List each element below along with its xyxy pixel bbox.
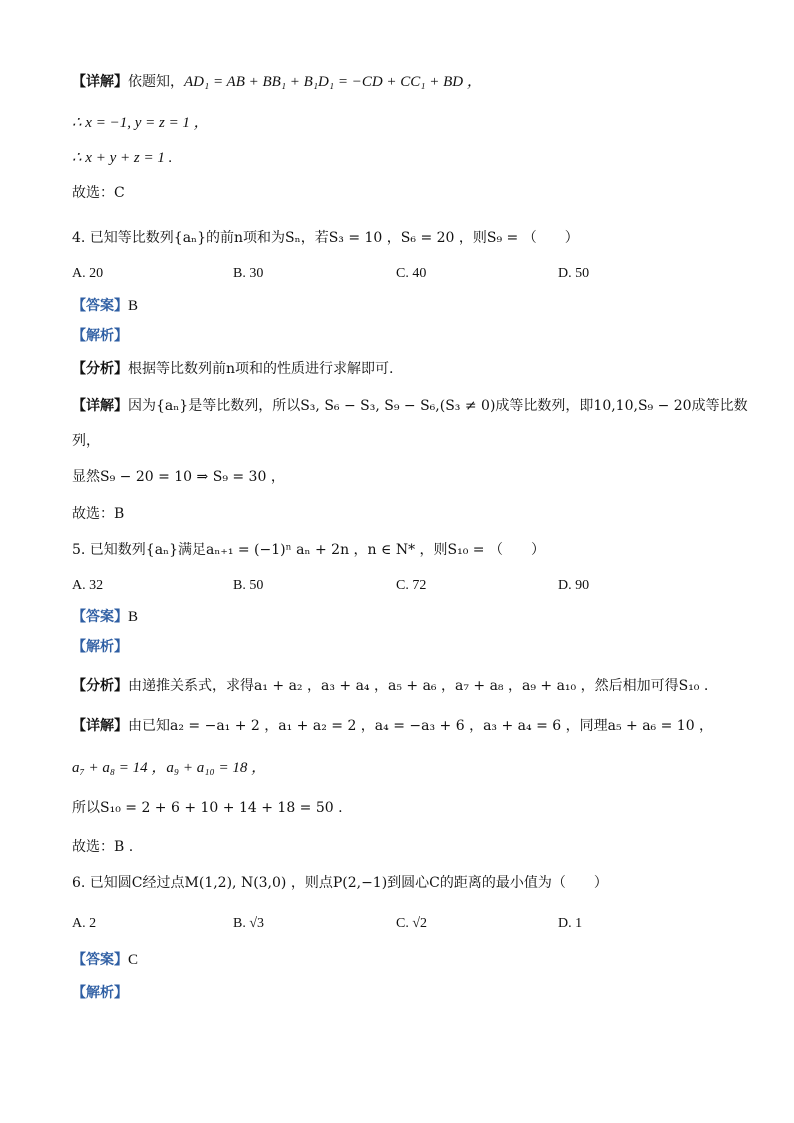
- q4-option-c: C. 40: [396, 266, 427, 281]
- q5-choice: 故选：B .: [72, 839, 134, 855]
- q3-line-3: ∴ x + y + z = 1 .: [72, 150, 173, 166]
- q5-answer-value: B: [128, 609, 139, 625]
- q6-option-d: D. 1: [558, 916, 583, 931]
- q6-option-c: C. √2: [396, 916, 428, 931]
- q4-option-b: B. 30: [233, 266, 264, 281]
- q4-analysis-label: 【解析】: [72, 328, 128, 344]
- q6-answer-label: 【答案】: [72, 952, 128, 968]
- q6-option-a: A. 2: [72, 916, 97, 931]
- q6-analysis-label: 【解析】: [72, 985, 128, 1001]
- q3-detail-line: [72, 72, 734, 92]
- q5-detail-3: 所以S₁₀ = 2 + 6 + 10 + 14 + 18 = 50 .: [72, 800, 343, 816]
- q3-detail-label: 【详解】: [72, 74, 128, 90]
- q5-stem: 5. 已知数列{aₙ}满足aₙ₊₁ = (−1)ⁿ aₙ + 2n ，n ∈ N* ，则S₁₀ = （ ）: [72, 542, 545, 558]
- q5-fenxi-text: 由递推关系式，求得a₁ + a₂ ，a₃ + a₄ ，a₅ + a₆ ，a₇ + a₈ ，a₉ + a₁₀ ，然后相加可得S₁₀ .: [128, 678, 709, 694]
- q5-option-c: C. 72: [396, 578, 427, 593]
- q6-answer: [72, 950, 734, 970]
- q3-detail-lead: 依题知，: [128, 74, 184, 90]
- q5-option-d: D. 90: [558, 578, 590, 593]
- q5-option-a: A. 32: [72, 578, 104, 593]
- q6-stem: 6. 已知圆C经过点M(1,2), N(3,0) ，则点P(2,−1)到圆心C的距离的最小值为（ ）: [72, 875, 608, 891]
- q5-option-b: B. 50: [233, 578, 264, 593]
- q4-option-d: D. 50: [558, 266, 590, 281]
- q4-stem: 4. 已知等比数列{aₙ}的前n项和为Sₙ，若S₃ = 10 ，S₆ = 20 ，则S₉ = （ ）: [72, 230, 579, 246]
- q5-fenxi: [72, 676, 734, 696]
- q5-answer-label: 【答案】: [72, 609, 128, 625]
- q4-fenxi-text: 根据等比数列前n项和的性质进行求解即可.: [128, 361, 394, 377]
- q4-detail-3: 显然S₉ − 20 = 10 ⇒ S₉ = 30 ，: [72, 469, 285, 485]
- q4-detail-1: [72, 396, 748, 416]
- q4-detail-2: 列，: [72, 433, 100, 449]
- q5-analysis-label: 【解析】: [72, 639, 128, 655]
- q5-detail-label: 【详解】: [72, 718, 128, 734]
- q6-answer-value: C: [128, 952, 139, 968]
- q4-detail-label: 【详解】: [72, 398, 128, 414]
- q4-detail-text-1: 因为{aₙ}是等比数列，所以S₃, S₆ − S₃, S₉ − S₆,(S₃ ≠ 0)成等比数列，即10,10,S₉ − 20成等比数: [128, 398, 748, 414]
- q4-answer-value: B: [128, 298, 139, 314]
- q4-option-a: A. 20: [72, 266, 104, 281]
- q6-option-b: B. √3: [233, 916, 265, 931]
- q4-answer: [72, 296, 734, 316]
- q3-line-2: ∴ x = −1, y = z = 1 ，: [72, 115, 209, 131]
- q4-answer-label: 【答案】: [72, 298, 128, 314]
- q5-detail-1: [72, 716, 734, 736]
- q3-choice: 故选：C: [72, 185, 125, 201]
- q5-detail-2: a₇ + a₈ = 14 ，a₉ + a₁₀ = 18 ，: [72, 760, 267, 776]
- q5-answer: [72, 607, 734, 627]
- q4-choice: 故选：B: [72, 506, 125, 522]
- q3-vector-formula: AD₁ = AB + BB₁ + B₁D₁ = −CD + CC₁ + BD ，: [184, 74, 482, 90]
- q5-detail-text-1: 由已知a₂ = −a₁ + 2 ，a₁ + a₂ = 2 ，a₄ = −a₃ + 6 ，a₃ + a₄ = 6 ，同理a₅ + a₆ = 10 ，: [128, 718, 714, 734]
- q5-fenxi-label: 【分析】: [72, 678, 128, 694]
- q4-fenxi-label: 【分析】: [72, 361, 128, 377]
- q4-fenxi: [72, 359, 734, 379]
